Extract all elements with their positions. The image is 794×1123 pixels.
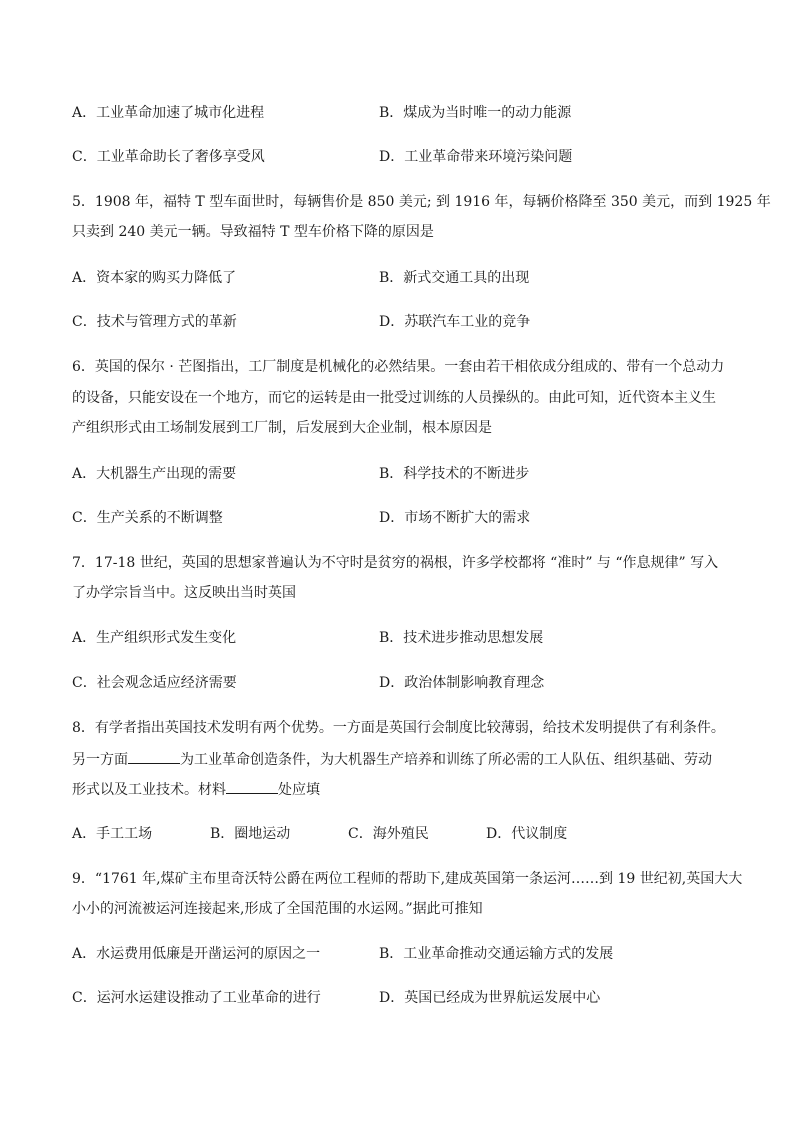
q5-option-a[interactable]: A．资本家的购买力降低了	[72, 270, 237, 286]
q8-line3-suffix: 处应填	[278, 782, 320, 798]
q4-option-d[interactable]: D．工业革命带来环境污染问题	[379, 149, 573, 165]
q6-stem-line-2: 的设备，只能安设在一个地方，而它的运转是由一批受过训练的人员操纵的。由此可知，近代资本主义生	[72, 390, 716, 406]
q5-stem-line-1: 5．1908 年，福特 T 型车面世时，每辆售价是 850 美元; 到 1916 年，每辆价格降至 350 美元，而到 1925 年	[72, 194, 771, 210]
q4-option-a[interactable]: A．工业革命加速了城市化进程	[72, 105, 265, 121]
q7-option-b[interactable]: B．技术进步推动思想发展	[379, 630, 544, 646]
q6-option-d[interactable]: D．市场不断扩大的需求	[379, 510, 531, 526]
q9-stem-line-2: 小小的河流被运河连接起来,形成了全国范围的水运网。”据此可推知	[72, 901, 483, 917]
q8-blank-2	[226, 779, 278, 794]
q8-option-b[interactable]: B．圈地运动	[210, 826, 291, 842]
q7-option-a[interactable]: A．生产组织形式发生变化	[72, 630, 237, 646]
q8-option-a[interactable]: A．手工工场	[72, 826, 153, 842]
q7-stem-line-1: 7．17-18 世纪，英国的思想家普遍认为不守时是贫穷的祸根，许多学校都将 “准时” 与 “作息规律” 写入	[72, 555, 719, 571]
q8-line3-prefix: 形式以及工业技术。材料	[72, 782, 226, 798]
q6-option-a[interactable]: A．大机器生产出现的需要	[72, 466, 237, 482]
q8-option-d[interactable]: D．代议制度	[486, 826, 568, 842]
q6-stem-line-1: 6．英国的保尔 · 芒图指出，工厂制度是机械化的必然结果。一套由若干相依成分组成的、带有一个总动力	[72, 359, 725, 375]
q6-option-b[interactable]: B．科学技术的不断进步	[379, 466, 530, 482]
q5-option-b[interactable]: B．新式交通工具的出现	[379, 270, 530, 286]
q6-option-c[interactable]: C．生产关系的不断调整	[72, 510, 223, 526]
q8-line2-prefix: 另一方面	[72, 752, 128, 768]
q4-option-b[interactable]: B．煤成为当时唯一的动力能源	[379, 105, 572, 121]
q8-blank-1	[128, 749, 180, 764]
q8-option-c[interactable]: C．海外殖民	[348, 826, 429, 842]
q9-option-b[interactable]: B．工业革命推动交通运输方式的发展	[379, 946, 614, 962]
q8-stem-line-1: 8．有学者指出英国技术发明有两个优势。一方面是英国行会制度比较薄弱，给技术发明提供了有利条件。	[72, 720, 725, 736]
q7-stem-line-2: 了办学宗旨当中。这反映出当时英国	[72, 585, 296, 601]
q4-option-c[interactable]: C．工业革命助长了奢侈享受风	[72, 149, 265, 165]
q9-option-d[interactable]: D．英国已经成为世界航运发展中心	[379, 990, 601, 1006]
q8-line2-suffix: 为工业革命创造条件，为大机器生产培养和训练了所必需的工人队伍、组织基础、劳动	[180, 752, 712, 768]
q9-stem-line-1: 9．“1761 年,煤矿主布里奇沃特公爵在两位工程师的帮助下,建成英国第一条运河……到 19 世纪初,英国大大	[72, 871, 743, 887]
q6-stem-line-3: 产组织形式由工场制发展到工厂制，后发展到大企业制，根本原因是	[72, 420, 492, 436]
q7-option-c[interactable]: C．社会观念适应经济需要	[72, 675, 237, 691]
q9-option-c[interactable]: C．运河水运建设推动了工业革命的进行	[72, 990, 321, 1006]
q5-stem-line-2: 只卖到 240 美元一辆。导致福特 T 型车价格下降的原因是	[72, 224, 434, 240]
q7-option-d[interactable]: D．政治体制影响教育理念	[379, 675, 545, 691]
q5-option-c[interactable]: C．技术与管理方式的革新	[72, 314, 237, 330]
q5-option-d[interactable]: D．苏联汽车工业的竞争	[379, 314, 531, 330]
q9-option-a[interactable]: A．水运费用低廉是开凿运河的原因之一	[72, 946, 321, 962]
q8-stem-line-3	[72, 779, 732, 800]
q8-stem-line-2	[72, 749, 732, 770]
